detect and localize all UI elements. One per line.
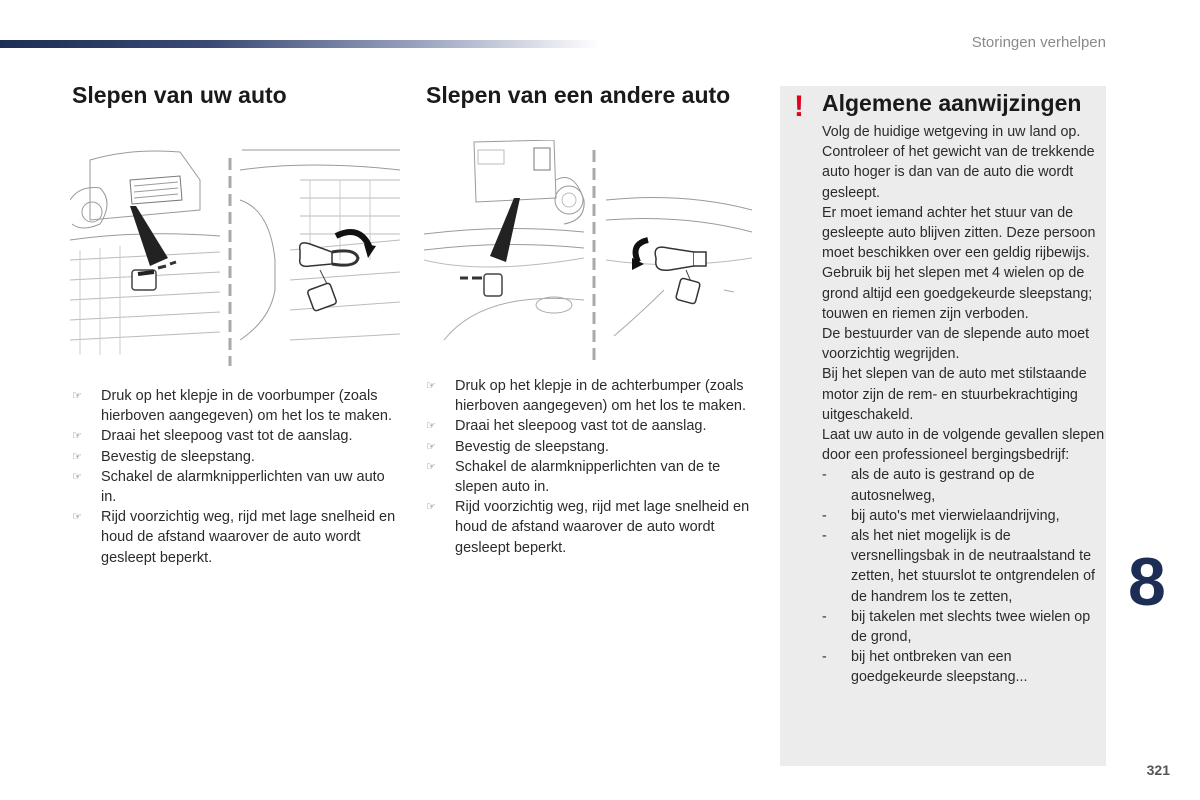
chapter-number: 8 xyxy=(1128,544,1166,620)
warning-paragraph: Bij het slepen van de auto met stilstaande motor zijn de rem- en stuurbekrachtiging uitgeschakeld. xyxy=(822,366,1087,423)
rear-bumper-illustration xyxy=(424,140,752,370)
list-item: - bij het ontbreken van een goedgekeurde sleepstang... xyxy=(822,649,1028,686)
hand-pointer-icon: ☞ xyxy=(72,450,82,463)
list-item: - als het niet mogelijk is de versnellingsbak in de neutraalstand te zetten, het stuurslot te ontgrendelen of de handrem los te zetten, xyxy=(822,528,1096,605)
header-color-bar xyxy=(0,40,600,48)
middle-steps-list xyxy=(426,376,754,558)
warning-paragraph: Er moet iemand achter het stuur van de gesleepte auto blijven zitten. Deze persoon moet beschikken over een geldig rijbewijs. xyxy=(822,204,1096,262)
list-item: ☞ Draai het sleepoog vast tot de aanslag. xyxy=(72,426,400,446)
warning-paragraph: De bestuurder van de slepende auto moet voorzichtig wegrijden. xyxy=(822,326,1090,363)
towing-cases-list xyxy=(822,465,1106,687)
list-item: ☞ Rijd voorzichtig weg, rijd met lage snelheid en houd de afstand waarover de auto wordt gesleept beperkt. xyxy=(72,509,396,566)
left-column-title: Slepen van uw auto xyxy=(72,82,287,108)
hand-pointer-icon: ☞ xyxy=(72,430,82,443)
warning-paragraph: Volg de huidige wetgeving in uw land op. xyxy=(822,124,1081,140)
hand-pointer-icon: ☞ xyxy=(72,470,82,483)
warning-exclamation-icon: ! xyxy=(794,90,804,123)
list-item: - als de auto is gestrand op de autosnelweg, xyxy=(822,467,1035,504)
general-instructions-box xyxy=(780,86,1106,766)
warning-paragraph: Laat uw auto in de volgende gevallen slepen door een professioneel bergingsbedrijf: xyxy=(822,427,1105,464)
list-item: ☞ Schakel de alarmknipperlichten van uw auto in. xyxy=(72,468,385,506)
list-item: ☞ Bevestig de sleepstang. xyxy=(72,447,400,467)
hand-pointer-icon: ☞ xyxy=(72,390,82,402)
warning-body xyxy=(822,122,1106,688)
hand-pointer-icon: ☞ xyxy=(426,501,436,514)
hand-pointer-icon: ☞ xyxy=(72,511,82,524)
hand-pointer-icon: ☞ xyxy=(426,440,436,453)
list-item: ☞ Bevestig de sleepstang. xyxy=(426,437,754,457)
middle-column-title: Slepen van een andere auto xyxy=(426,82,731,108)
hand-pointer-icon: ☞ xyxy=(426,460,436,473)
front-bumper-illustration xyxy=(70,140,400,370)
list-item: ☞ Draai het sleepoog vast tot de aanslag. xyxy=(426,416,754,436)
list-item: - bij auto's met vierwielaandrijving, xyxy=(822,507,1060,524)
list-item: ☞ Druk op het klepje in de achterbumper (zoals hierboven aangegeven) om het los te maken. xyxy=(426,378,746,415)
list-item: ☞ Schakel de alarmknipperlichten van de te slepen auto in. xyxy=(426,458,721,496)
warning-title: Algemene aanwijzingen xyxy=(822,90,1082,116)
warning-paragraph: Gebruik bij het slepen met 4 wielen op de grond altijd een goedgekeurde sleepstang; touwen en riemen zijn verboden. xyxy=(822,265,1093,322)
page-number: 321 xyxy=(1146,762,1170,778)
section-header: Storingen verhelpen xyxy=(971,34,1106,51)
hand-pointer-icon: ☞ xyxy=(426,380,436,392)
warning-paragraph: Controleer of het gewicht van de trekkende auto hoger is dan van de auto die wordt gesleept. xyxy=(822,144,1095,201)
list-item: ☞ Rijd voorzichtig weg, rijd met lage snelheid en houd de afstand waarover de auto wordt gesleept beperkt. xyxy=(426,499,750,556)
left-steps-list xyxy=(72,386,400,568)
hand-pointer-icon: ☞ xyxy=(426,420,436,433)
list-item: ☞ Druk op het klepje in de voorbumper (zoals hierboven aangegeven) om het los te maken. xyxy=(72,388,392,425)
list-item: - bij takelen met slechts twee wielen op de grond, xyxy=(822,608,1091,646)
